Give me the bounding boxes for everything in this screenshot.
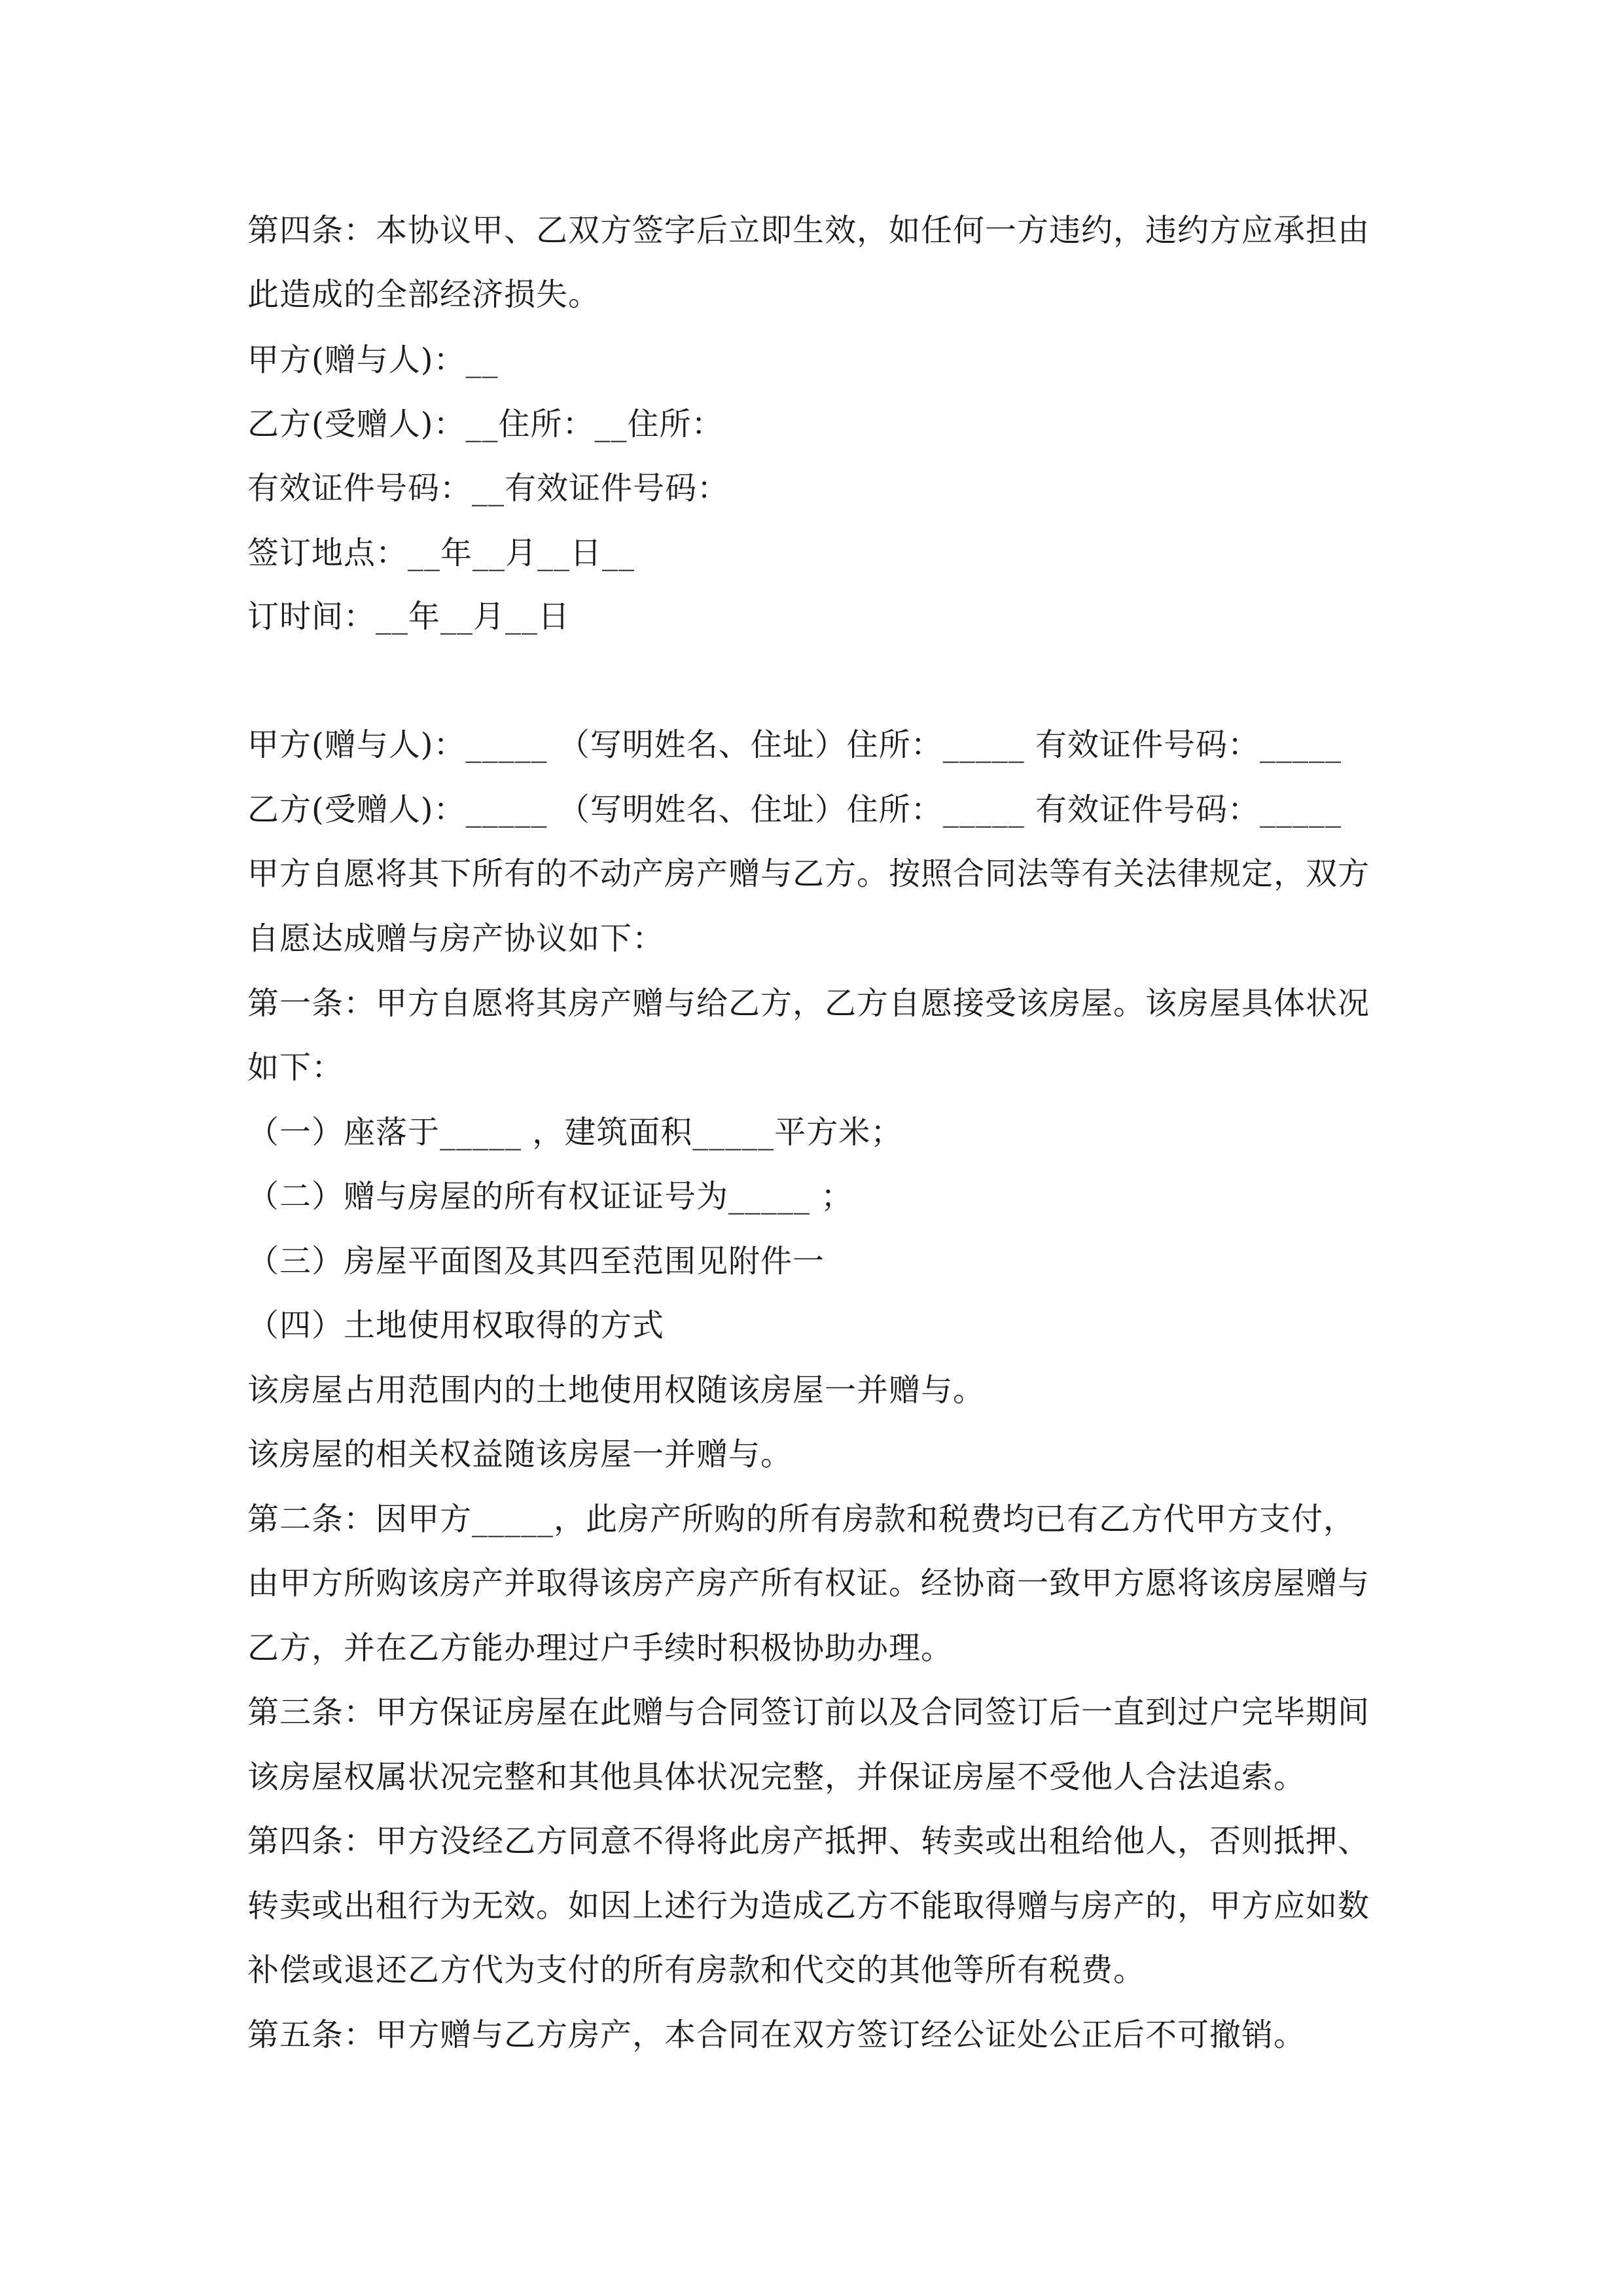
text-line: （四）土地使用权取得的方式 bbox=[247, 1307, 665, 1344]
text-line: 甲方(赠与人)：_____ （写明姓名、住址）住所：_____ 有效证件号码：_____ bbox=[247, 726, 1342, 763]
text-line: 乙方(受赠人)：_____ （写明姓名、住址）住所：_____ 有效证件号码：_____ bbox=[247, 791, 1342, 828]
text-line: 补偿或退还乙方代为支付的所有房款和代交的其他等所有税费。 bbox=[247, 1952, 1146, 1988]
text-line: 第四条：甲方没经乙方同意不得将此房产抵押、转卖或出租给他人，否则抵押、 bbox=[247, 1823, 1370, 1859]
text-line: 甲方(赠与人)：__ bbox=[247, 342, 499, 378]
text-line: 第五条：甲方赠与乙方房产，本合同在双方签订经公证处公正后不可撤销。 bbox=[247, 2017, 1306, 2053]
text-line: 第四条：本协议甲、乙双方签字后立即生效，如任何一方违约，违约方应承担由 bbox=[247, 212, 1370, 249]
text-line: 订时间：__年__月__日 bbox=[247, 598, 571, 635]
text-line: （一）座落于_____ ，建筑面积_____平方米； bbox=[247, 1114, 903, 1151]
text-line: 签订地点：__年__月__日__ bbox=[247, 535, 635, 571]
text-line: 该房屋占用范围内的土地使用权随该房屋一并赠与。 bbox=[247, 1372, 986, 1408]
text-line: 转卖或出租行为无效。如因上述行为造成乙方不能取得赠与房产的，甲方应如数 bbox=[247, 1888, 1370, 1924]
text-line: 甲方自愿将其下所有的不动产房产赠与乙方。按照合同法等有关法律规定，双方 bbox=[247, 855, 1370, 892]
text-line: 有效证件号码：__有效证件号码： bbox=[247, 470, 730, 507]
text-line: 第三条：甲方保证房屋在此赠与合同签订前以及合同签订后一直到过户完毕期间 bbox=[247, 1694, 1370, 1731]
text-line: 该房屋权属状况完整和其他具体状况完整，并保证房屋不受他人合法追索。 bbox=[247, 1759, 1306, 1795]
text-line: （二）赠与房屋的所有权证证号为_____ ； bbox=[247, 1178, 853, 1215]
text-line: 此造成的全部经济损失。 bbox=[247, 276, 601, 313]
text-line: 乙方，并在乙方能办理过户手续时积极协助办理。 bbox=[247, 1630, 954, 1666]
text-line: 如下： bbox=[247, 1049, 344, 1086]
text-line: （三）房屋平面图及其四至范围见附件一 bbox=[247, 1243, 825, 1280]
text-line: 第一条：甲方自愿将其房产赠与给乙方，乙方自愿接受该房屋。该房屋具体状况 bbox=[247, 985, 1370, 1022]
text-line: 该房屋的相关权益随该房屋一并赠与。 bbox=[247, 1436, 793, 1473]
text-line: 第二条：因甲方_____，此房产所购的所有房款和税费均已有乙方代甲方支付， bbox=[247, 1501, 1356, 1537]
text-line: 乙方(受赠人)：__住所：__住所： bbox=[247, 406, 724, 442]
text-line: 由甲方所购该房产并取得该房产房产所有权证。经协商一致甲方愿将该房屋赠与 bbox=[247, 1565, 1370, 1602]
text-line: 自愿达成赠与房产协议如下： bbox=[247, 920, 665, 957]
